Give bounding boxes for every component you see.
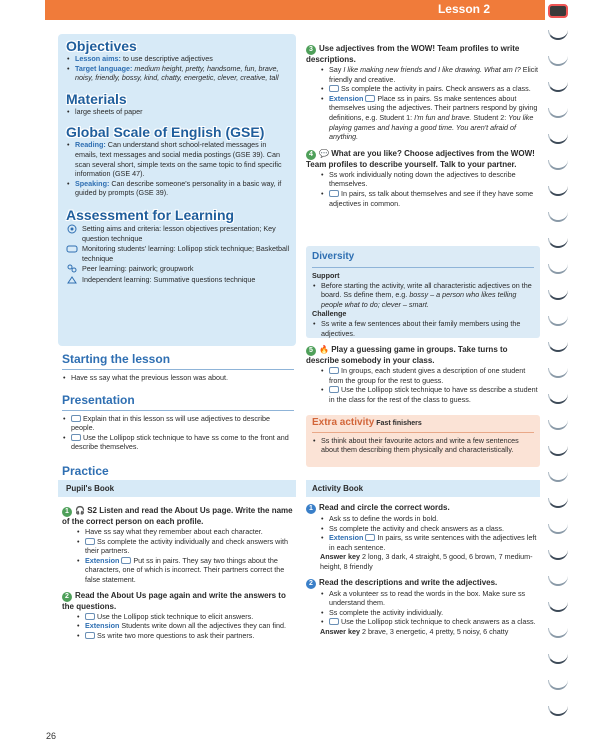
list-item: • Speaking: Can describe someone's personality in a basic way, if guided by prompts (GSE 39). — [66, 179, 290, 198]
independent-icon — [66, 275, 78, 285]
presentation-heading: Presentation — [62, 392, 135, 407]
list-item: • Have ss say what the previous lesson was about. — [62, 373, 294, 383]
pairwork-icon — [121, 557, 131, 564]
task-five — [306, 345, 538, 404]
assessment-row: Peer learning: pairwork; groupwork — [66, 264, 290, 274]
objectives-heading: Objectives — [66, 38, 137, 54]
assessment-heading: Assessment for Learning — [66, 206, 235, 223]
materials-heading: Materials — [66, 90, 127, 107]
left-column-top — [66, 38, 290, 286]
list-item: • Ss complete the activity and check answers as a class. — [320, 524, 538, 534]
list-item: • Ask a volunteer ss to read the words in the box. Make sure ss understand them. — [320, 589, 538, 608]
diversity-box: Diversity Support • Before starting the activity, write all characteristic adjectives on the board. Ss define them, e.g. bossy – a person who likes telling people what to do; clever – smart. Challenge • Ss write a few sentences about their family members using the adjectives. — [306, 246, 540, 338]
list-item: • Ss complete the activity individually. — [320, 608, 538, 618]
target-icon — [71, 415, 81, 422]
list-item: • In pairs, ss talk about themselves and see if they have some adjectives in common. — [320, 189, 538, 208]
lesson-tab: Lesson 2 — [437, 2, 490, 16]
gse-heading: Global Scale of English (GSE) — [66, 124, 265, 141]
extra-activity-box: Extra activity Fast finishers • Ss think about their favourite actors and write a few sentences about them describing them physically and characteristically. — [306, 415, 540, 467]
publisher-logo-icon — [548, 4, 568, 18]
speech-bubble-icon: 💬 — [319, 148, 329, 158]
task-heading: 1 🎧 S2 Listen and read the About Us page. Write the name of the correct person on each profile. — [62, 506, 293, 526]
lollipop-icon — [329, 386, 339, 393]
list-item: • Use the Lollipop stick technique to check answers as a class. — [320, 617, 538, 627]
task-heading: 2 Read the descriptions and write the adjectives. — [306, 578, 538, 589]
list-item: • Extension In pairs, ss write sentences with the adjectives left in each sentence. — [320, 533, 538, 552]
list-item: • Ss work individually noting down the adjectives to describe themselves. — [320, 170, 538, 189]
lollipop-icon — [66, 244, 78, 254]
list-item: • large sheets of paper — [66, 107, 290, 117]
task-heading: 3 Use adjectives from the WOW! Team profiles to write descriptions. — [306, 44, 520, 64]
spiral-binding — [548, 30, 570, 730]
pairwork-icon — [329, 190, 339, 197]
list-item: • Ask ss to define the words in bold. — [320, 514, 538, 524]
groupwork-icon — [329, 367, 339, 374]
practice-heading: Practice — [62, 463, 109, 478]
starting-heading: Starting the lesson — [62, 352, 171, 366]
left-column-middle — [62, 352, 294, 485]
task-heading: 4 💬 What are you like? Choose adjectives from the WOW! Team profiles to describe yourself. Talk to your partner. — [306, 148, 535, 169]
lollipop-icon — [329, 618, 339, 625]
assessment-row: Independent learning: Summative questions technique — [66, 275, 290, 285]
task-heading: 2 Read the About Us page again and write the answers to the questions. — [62, 590, 286, 611]
list-item: • Ss think about their favourite actors and write a few sentences about them describing them physically and characteristically. — [312, 436, 534, 455]
pupils-book-tasks — [62, 506, 294, 640]
objectives-list — [66, 54, 290, 83]
assessment-row: Monitoring students' learning: Lollipop stick technique; Basketball technique — [66, 244, 290, 263]
list-item: • Reading: Can understand short school-related messages in emails, text messages and social media postings (GSE 39). Can scan several short, simple texts on the same topic to find specific information (GSE 47). — [66, 140, 290, 178]
list-item: • Ss complete the activity individually and check answers with their partners. — [76, 537, 294, 556]
list-item: • Ss write two more questions to ask their partners. — [76, 631, 294, 641]
activity-book-bar: Activity Book — [306, 480, 540, 497]
independent-icon — [85, 632, 95, 639]
list-item: • Use the Lollipop stick technique to elicit answers. — [76, 612, 294, 622]
game-icon: 🔥 — [319, 345, 329, 354]
list-item: • Ss complete the activity in pairs. Check answers as a class. — [320, 84, 538, 94]
diversity-heading: Diversity — [312, 251, 355, 262]
list-item: • Have ss say what they remember about each character. — [76, 527, 294, 537]
page-number: 26 — [46, 731, 57, 741]
pairwork-icon — [329, 85, 339, 92]
list-item: • Extension Students write down all the adjectives they can find. — [76, 621, 294, 631]
extra-activity-heading: Extra activity — [312, 417, 375, 428]
target-icon — [66, 224, 78, 234]
task-heading: 1 Read and circle the correct words. — [306, 503, 538, 514]
list-item: • Extension Put ss in pairs. They say two things about the characters, one of which is incorrect. Their partners correct the false statement. — [76, 556, 294, 585]
list-item: • Use the Lollipop stick technique to have ss describe a student in the class for the rest of the class to guess. — [320, 385, 538, 404]
header-bar — [45, 0, 545, 20]
pupils-book-bar: Pupil's Book — [58, 480, 296, 497]
list-item: • Use the Lollipop stick technique to have ss come to the front and describe themselves. — [62, 433, 294, 452]
list-item: • Extension Place ss in pairs. Ss make sentences about themselves using the adjectives. Their partners respond by giving definitions, e.g. Student 1: I'm fun and brave. Student 2: You like playing games and having a good time. You aren't afraid of anything. — [320, 94, 538, 142]
lollipop-icon — [85, 613, 95, 620]
task-heading: 5 🔥 Play a guessing game in groups. Take turns to describe somebody in your class. — [306, 345, 508, 365]
assessment-row: Setting aims and criteria: lesson objectives presentation; Key question technique — [66, 224, 290, 243]
list-item: • Say I like making new friends and I like drawing. What am I? Elicit friendly and creative. — [320, 65, 538, 84]
list-item: • Before starting the activity, write all characteristic adjectives on the board. Ss define them, e.g. bossy – a person who likes telling people what to do; clever – smart. — [312, 281, 534, 310]
list-item: • Explain that in this lesson ss will use adjectives to describe people. — [62, 414, 294, 433]
right-column-top — [306, 44, 538, 208]
list-item: • Lesson aims: to use descriptive adjectives — [66, 54, 290, 64]
pairwork-icon — [365, 95, 375, 102]
pairwork-icon — [66, 264, 78, 274]
activity-book-tasks: 1 Read and circle the correct words. • Ask ss to define the words in bold. • Ss complete the activity and check answers as a class. • Extension In pairs, ss write sentences with the adjectives left in each sentence. Answer key 2 long, 3 dark, 4 straight, 5 good, 6 brown, 7 medium-height, 8 friendly 2 Read the descriptions and write the adjectives. • Ask a volunteer ss to read the words in the box. Make sure ss understand them. • Ss complete the activity individually. • Use the Lollipop stick technique to check answers as a class. Answer key 2 brave, 3 energetic, 4 pretty, 5 noisy, 6 chatty — [306, 503, 538, 637]
headphones-icon: 🎧 — [75, 506, 85, 515]
pairwork-icon — [365, 534, 375, 541]
lollipop-icon — [85, 538, 95, 545]
lollipop-icon — [71, 434, 81, 441]
list-item: • In groups, each student gives a description of one student from the group for the rest to guess. — [320, 366, 538, 385]
list-item: • Ss write a few sentences about their family members using the adjectives. — [312, 319, 534, 338]
list-item: • Target language: medium height, pretty, handsome, fun, brave, noisy, friendly, bossy, kind, chatty, energetic, clever, creative, tall — [66, 64, 290, 83]
